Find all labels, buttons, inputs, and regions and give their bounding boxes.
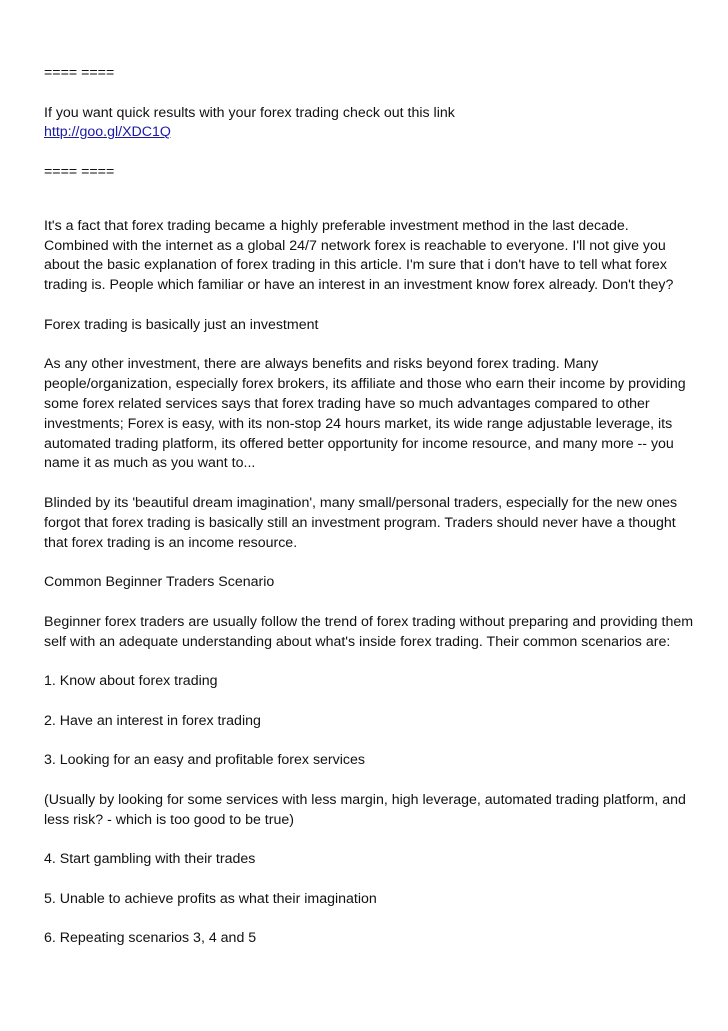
promo-link-line	[44, 123, 694, 143]
separator-top: ==== ====	[44, 65, 115, 81]
paragraph-blinded: Blinded by its 'beautiful dream imagination', many small/personal traders, especially for the new ones forgot that forex trading is basically still an investment program. Traders should never have a thought that forex trading is an income resource.	[44, 494, 678, 551]
separator-bottom: ==== ====	[44, 163, 115, 180]
section-heading-scenario: Common Beginner Traders Scenario	[44, 574, 275, 591]
promo-link[interactable]: http://goo.gl/XDC1Q	[44, 124, 171, 141]
list-item-1: 1. Know about forex trading	[44, 673, 218, 690]
promo-text: If you want quick results with your forex trading check out this link	[44, 104, 455, 121]
intro-paragraph: It's a fact that forex trading became a highly preferable investment method in the last decade. Combined with the internet as a global 24/7 network forex is reachable to everyone. I'll not give you about the basic explanation of forex trading in this article. I'm sure that i don't have to tell what forex trading is. People which familiar or have an interest in an investment know forex already. Don't they?	[44, 217, 674, 294]
paragraph-beginner: Beginner forex traders are usually follow the trend of forex trading without preparing and providing them self with an adequate understanding about what's inside forex trading. Their common scenarios are:	[44, 613, 694, 650]
list-item-6: 6. Repeating scenarios 3, 4 and 5	[44, 930, 257, 947]
list-note: (Usually by looking for some services with less margin, high leverage, automated trading platform, and less risk? - which is too good to be true)	[44, 791, 686, 828]
list-item-5: 5. Unable to achieve profits as what their imagination	[44, 890, 377, 907]
list-item-4: 4. Start gambling with their trades	[44, 851, 256, 868]
document-body	[44, 64, 694, 949]
section-heading-investment: Forex trading is basically just an investment	[44, 316, 319, 333]
list-item-3: 3. Looking for an easy and profitable forex services	[44, 752, 365, 769]
list-item-2: 2. Have an interest in forex trading	[44, 712, 261, 729]
paragraph-benefits-risks: As any other investment, there are always benefits and risks beyond forex trading. Many people/organization, especially forex brokers, its affiliate and those who earn their income by providing some forex related services says that forex trading have so much advantages compared to other investments; Forex is easy, with its non-stop 24 hours market, its wide range adjustable leverage, its automated trading platform, its offered better opportunity for income resource, and many more -- you name it as much as you want to...	[44, 356, 686, 472]
